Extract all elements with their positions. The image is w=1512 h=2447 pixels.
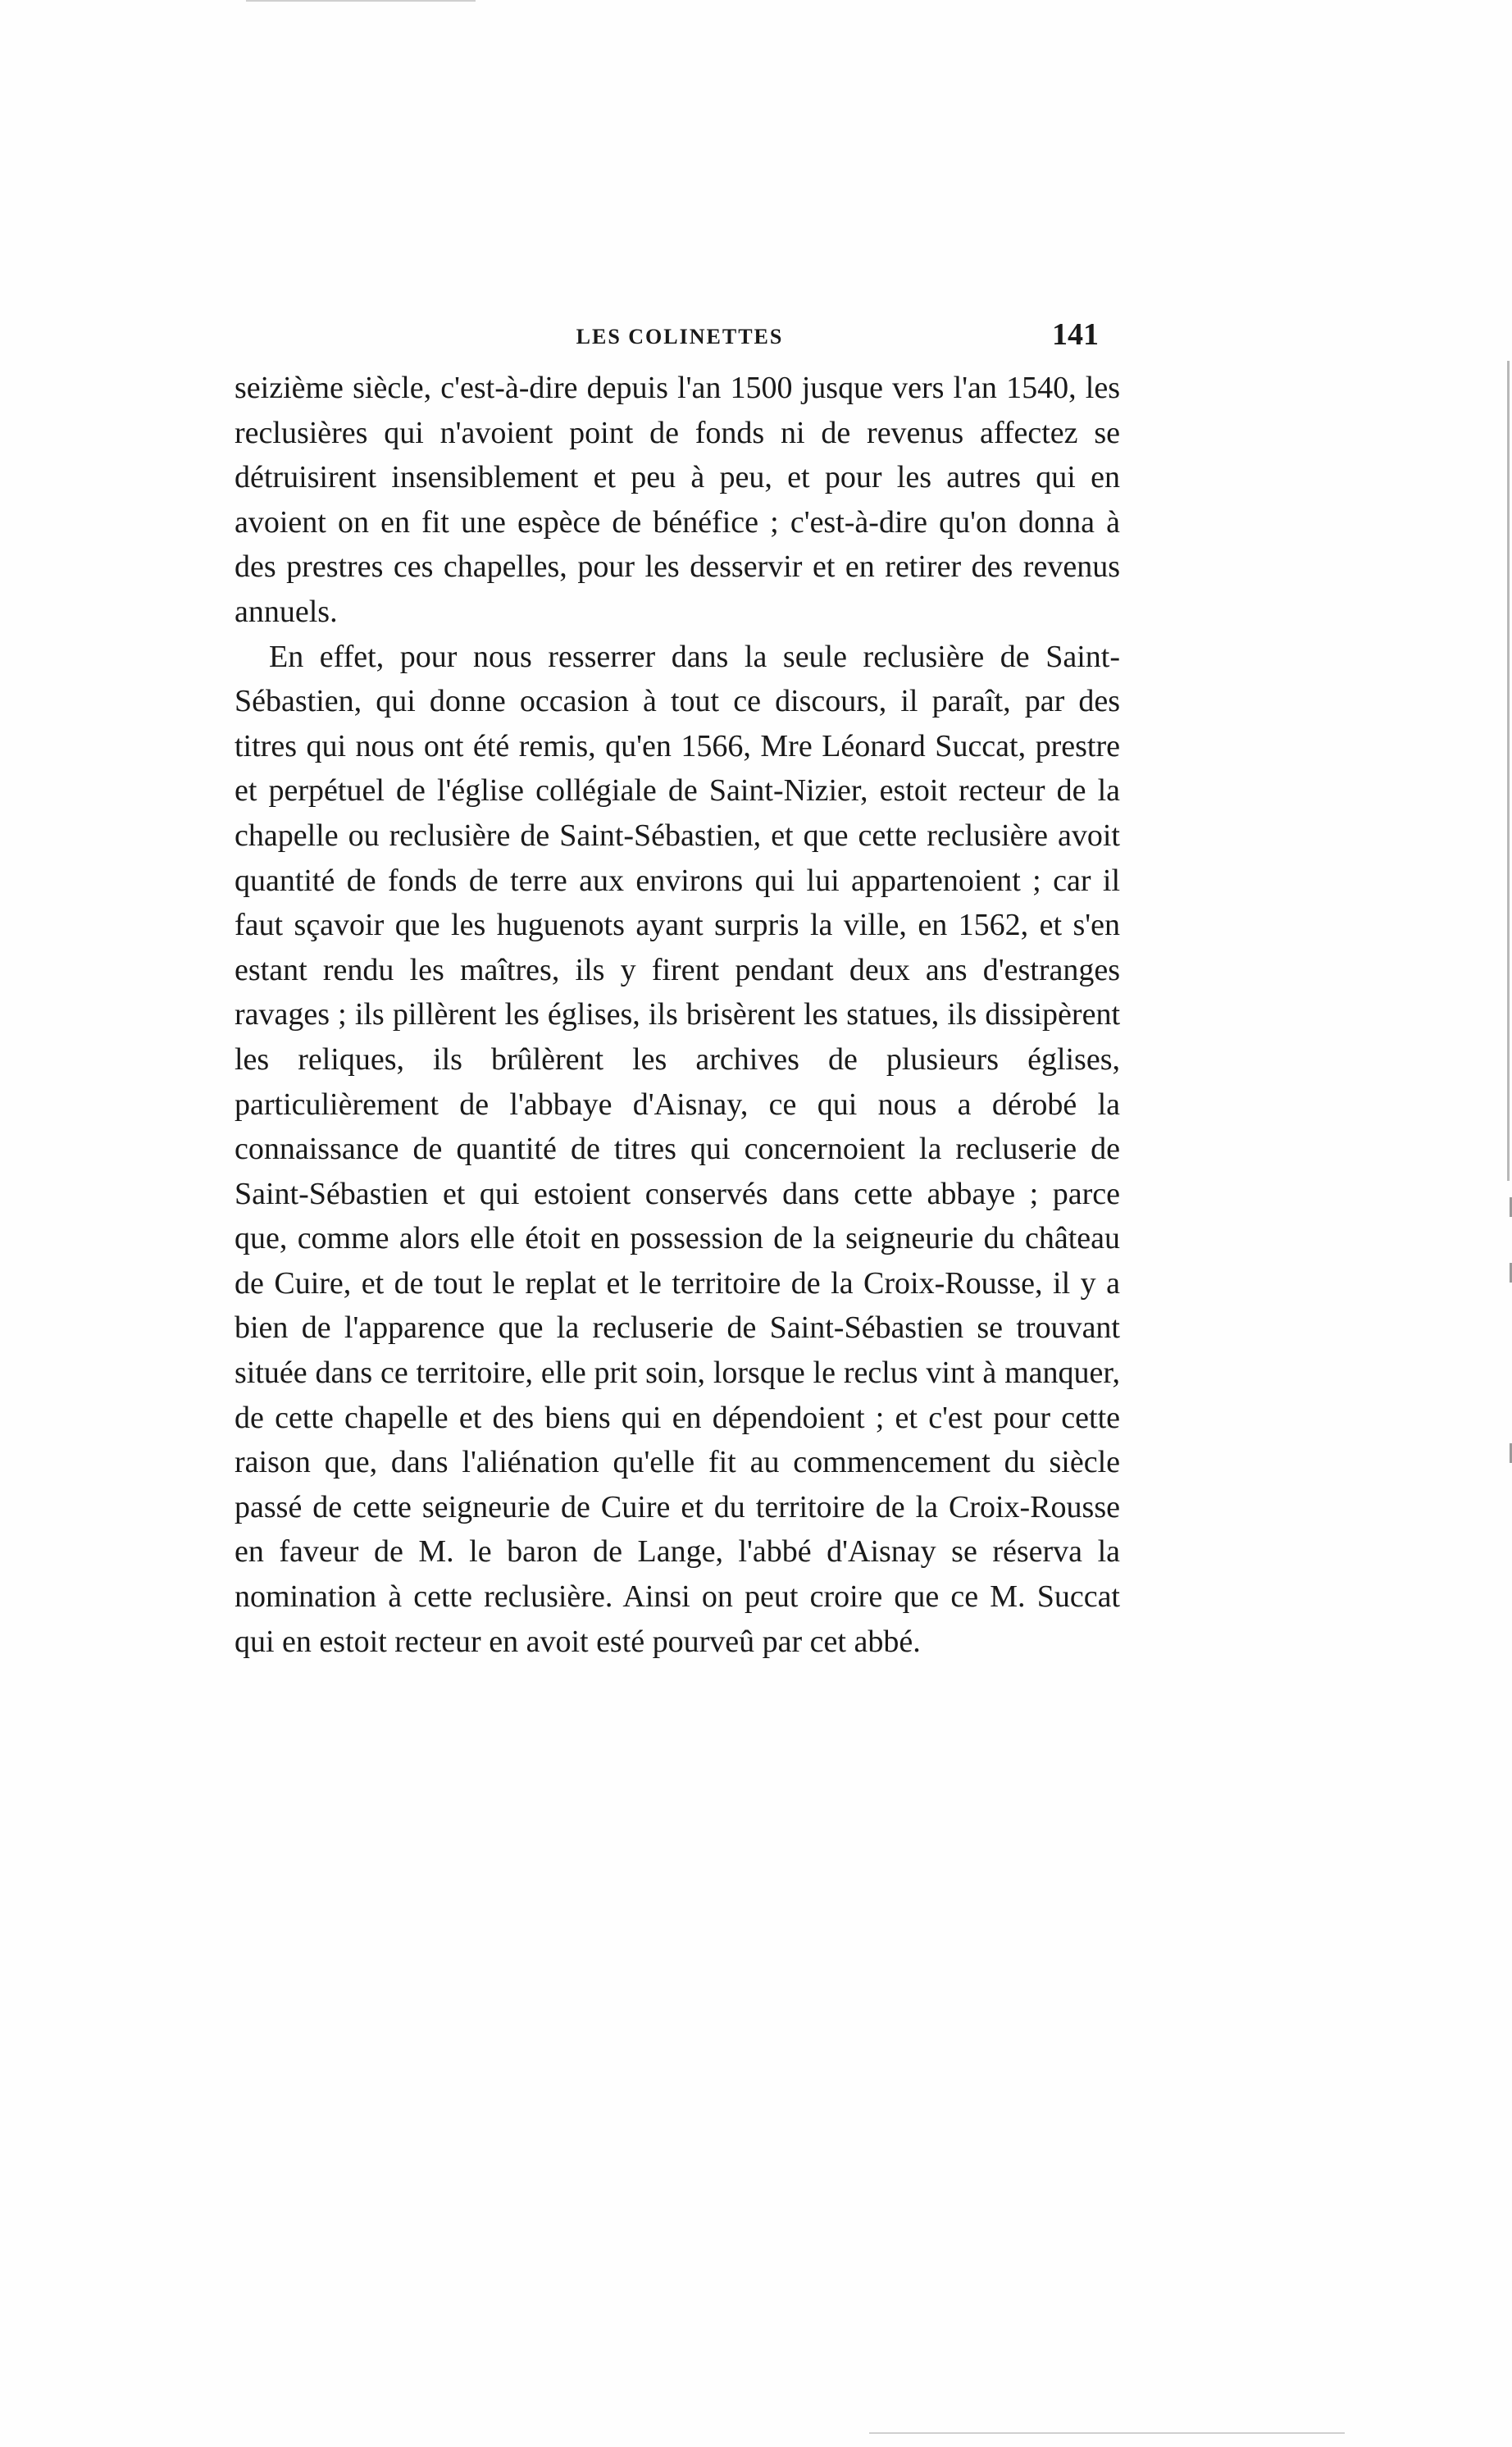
- scan-artifact-top: [246, 0, 476, 2]
- running-head: [238, 317, 1122, 366]
- body-text: [235, 366, 1120, 1664]
- scan-margin-rule: [1507, 361, 1510, 1181]
- paragraph: seizième siècle, c'est-à-dire depuis l'an 1500 jusque vers l'an 1540, les reclusières qui n'avoient point de fonds ni de revenus affectez se détruisirent insensiblement et peu à peu, et pour les autres qui en avoient on en fit une espèce de bénéfice ; c'est-à-dire qu'on donna à des prestres ces chapelles, pour les desservir et en retirer des revenus annuels.: [235, 371, 1120, 629]
- paragraph: En effet, pour nous resserrer dans la seule reclusière de Saint-Sébastien, qui donne occasion à tout ce discours, il paraît, par des titres qui nous ont été remis, qu'en 1566, Mre Léonard Succat, prestre et perpétuel de l'église collégiale de Saint-Nizier, estoit recteur de la chapelle ou reclusière de Saint-Sébastien, et que cette reclusière avoit quantité de fonds de terre aux environs qui lui appartenoient ; car il faut sçavoir que les huguenots ayant surpris la ville, en 1562, et s'en estant rendu les maîtres, ils y firent pendant deux ans d'estranges ravages ; ils pillèrent les églises, ils brisèrent les statues, ils dissipèrent les reliques, ils brûlèrent les archives de plusieurs églises, particulièrement de l'abbaye d'Aisnay, ce qui nous a dérobé la connaissance de quantité de titres qui concernoient la recluserie de Saint-Sébastien et qui estoient conservés dans cette abbaye ; parce que, comme alors elle étoit en possession de la seigneurie du château de Cuire, et de tout le replat et le territoire de la Croix-Rousse, il y a bien de l'apparence que la recluserie de Saint-Sébastien se trouvant située dans ce territoire, elle prit soin, lorsque le reclus vint à manquer, de cette chapelle et des biens qui en dépendoient ; et c'est pour cette raison que, dans l'aliénation qu'elle fit au commencement du siècle passé de cette seigneurie de Cuire et du territoire de la Croix-Rousse en faveur de M. le baron de Lange, l'abbé d'Aisnay se réserva la nomination à cette reclusière. Ainsi on peut croire que ce M. Succat qui en estoit recteur en avoit esté pourveû par cet abbé.: [235, 639, 1120, 1659]
- running-title: LES COLINETTES: [576, 325, 784, 349]
- page-number: 141: [1052, 317, 1099, 352]
- scan-artifact-bottom: [869, 2432, 1345, 2434]
